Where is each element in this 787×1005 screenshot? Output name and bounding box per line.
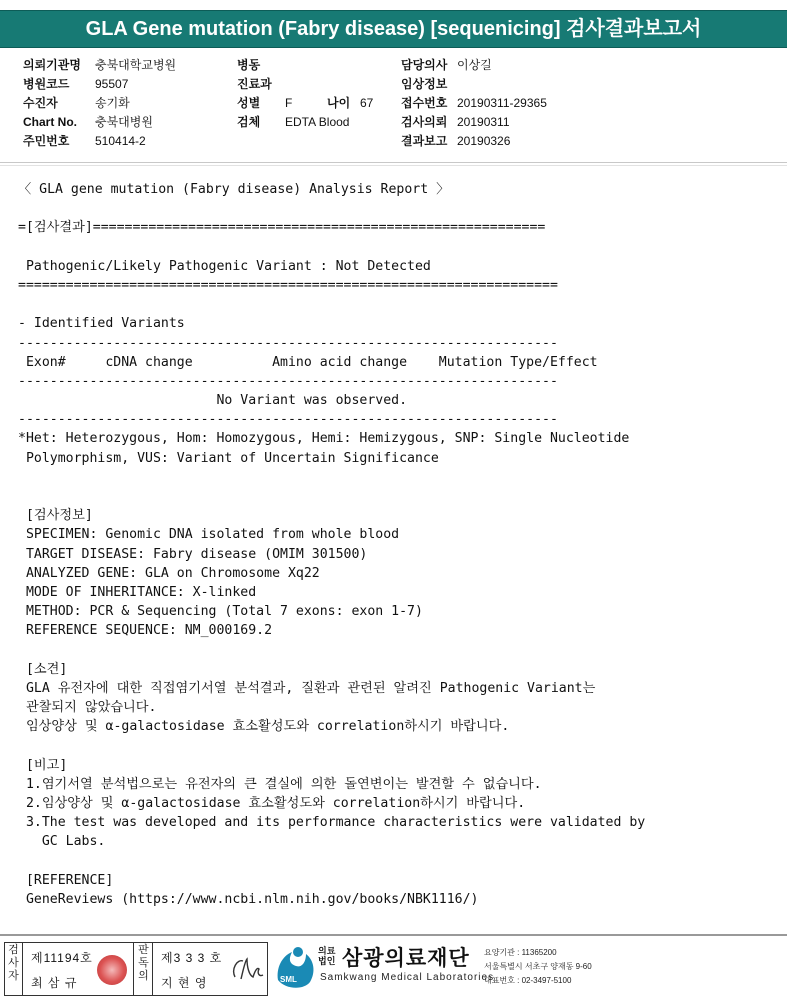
report-line: =[검사결과]========================================================= [18,220,546,236]
report-title: GLA Gene mutation (Fabry disease) [sequenicing] 검사결과보고서 [0,10,787,48]
report-line: GeneReviews (https://www.ncbi.nlm.nih.gov/books/NBK1116/) [18,891,479,907]
info-row-doctor [401,56,492,75]
report-line [18,238,778,257]
info-row-resident-no [23,132,146,151]
info-value: 20190326 [457,134,511,148]
report-line: 3.The test was developed and its performance characteristics were validated by [18,815,646,831]
report-line: [REFERENCE] [18,872,114,888]
report-line: 〈 GLA gene mutation (Fabry disease) Analysis Report 〉 [18,182,450,197]
report-line: METHOD: PCR & Sequencing (Total 7 exons: exon 1-7) [18,604,423,620]
info-label: 나이 [327,96,351,110]
info-value: EDTA Blood [285,115,350,129]
report-line: [소견] [18,661,68,677]
report-line [18,199,778,218]
reviewer-name: 지 현 영 [161,976,208,990]
report-line: -------------------------------------------------------------------- [18,335,558,351]
info-label: Chart No. [23,115,77,129]
report-line: SPECIMEN: Genomic DNA isolated from whole blood [18,527,400,543]
report-line: Polymorphism, VUS: Variant of Uncertain Significance [18,450,439,466]
info-label: 접수번호 [401,96,448,110]
info-value: 67 [360,96,374,110]
report-line: GC Labs. [18,834,106,850]
report-line: No Variant was observed. [18,393,408,409]
report-line: 임상양상 및 α-galactosidase 효소활성도와 correlation하시기 바랍니다. [18,719,510,735]
info-row-clinical-info [401,75,457,94]
info-value: 충북대학교병원 [95,58,177,72]
info-value: 20190311 [457,115,510,129]
report-line [18,736,778,755]
report-line: -------------------------------------------------------------------- [18,373,558,389]
report-line: Exon# cDNA change Amino acid change Mutation Type/Effect [18,354,598,370]
info-divider [0,162,787,163]
inspector-label: 검사자 [5,943,23,995]
report-line: - Identified Variants [18,316,185,332]
info-label: 임상정보 [401,77,448,91]
info-label: 병원코드 [23,77,70,91]
org-type: 의료 법인 [318,946,336,966]
info-row-age [327,94,373,113]
info-value: 송기화 [95,96,130,110]
info-row-receipt-no [401,94,547,113]
info-row-institution [23,56,176,75]
info-label: 결과보고 [401,134,448,148]
patient-info-panel [0,56,787,156]
info-label: 진료과 [237,77,272,91]
report-line: [검사정보] [18,508,93,524]
info-divider-shadow [0,165,787,166]
logo-text: SML [280,975,297,984]
info-row-patient [23,94,130,113]
footer [0,934,787,1000]
signature-box [4,942,268,996]
report-line: TARGET DISEASE: Fabry disease (OMIM 301500) [18,546,368,562]
info-label: 의뢰기관명 [23,58,81,72]
info-label: 검사의뢰 [401,115,448,129]
info-value: 95507 [95,77,129,91]
contact-info [484,946,592,988]
reviewer-label: 판독의 [135,943,153,995]
info-label: 담당의사 [401,58,448,72]
report-line: 관찰되지 않았습니다. [18,700,157,716]
report-line: Pathogenic/Likely Pathogenic Variant : Not Detected [18,258,431,274]
info-row-department [237,75,285,94]
info-row-sex [237,94,292,113]
info-row-report-date [401,132,510,151]
report-line: ANALYZED GENE: GLA on Chromosome Xq22 [18,565,320,581]
inspector-license: 제11194호 [31,951,93,965]
info-row-request-date [401,113,510,132]
report-line [18,641,778,660]
report-line: 1.염기서열 분석법으로는 유전자의 큰 결실에 의한 돌연변이는 발견할 수 없습니다. [18,776,542,792]
report-line: REFERENCE SEQUENCE: NM_000169.2 [18,623,273,639]
report-line: *Het: Heterozygous, Hom: Homozygous, Hemi: Hemizygous, SNP: Single Nucleotide [18,431,630,447]
info-row-specimen [237,113,349,132]
info-label: 수진자 [23,96,58,110]
reviewer-license: 제3 3 3 호 [161,951,223,965]
org-english-name: Samkwang Medical Laboratories [320,972,495,983]
report-line: -------------------------------------------------------------------- [18,412,558,428]
box-divider [133,943,134,995]
report-line [18,295,778,314]
info-label: 주민번호 [23,134,70,148]
report-line [18,468,778,487]
report-body [18,180,778,909]
info-value: 이상길 [457,58,492,72]
contact-line: 대표번호 : 02-3497-5100 [484,976,572,985]
info-label: 성별 [237,96,261,110]
info-row-hospital-code [23,75,128,94]
signature-icon [227,951,267,987]
report-line: ==================================================================== [18,277,558,293]
info-value: 510414-2 [95,134,146,148]
info-row-chart-no [23,113,153,132]
sml-logo-icon [272,944,320,992]
info-label: 검체 [237,115,261,129]
org-name: 삼광의료재단 [342,947,470,970]
info-value: 충북대병원 [95,115,153,129]
report-line: GLA 유전자에 대한 직접염기서열 분석결과, 질환과 관련된 알려진 Pathogenic Variant는 [18,680,596,696]
contact-line: 서울특별시 서초구 양재동 9-60 [484,962,592,971]
info-row-ward [237,56,285,75]
report-line: MODE OF INHERITANCE: X-linked [18,584,257,600]
info-value: 20190311-29365 [457,96,547,110]
seal-stamp-icon [97,955,127,985]
info-value: F [285,96,293,110]
report-line: [비고] [18,757,68,773]
info-label: 병동 [237,58,261,72]
report-line [18,487,778,506]
inspector-name: 최 삼 규 [31,976,78,990]
contact-line: 요양기관 : 11365200 [484,948,557,957]
report-line [18,852,778,871]
report-line: 2.임상양상 및 α-galactosidase 효소활성도와 correlation하시기 바랍니다. [18,796,526,811]
